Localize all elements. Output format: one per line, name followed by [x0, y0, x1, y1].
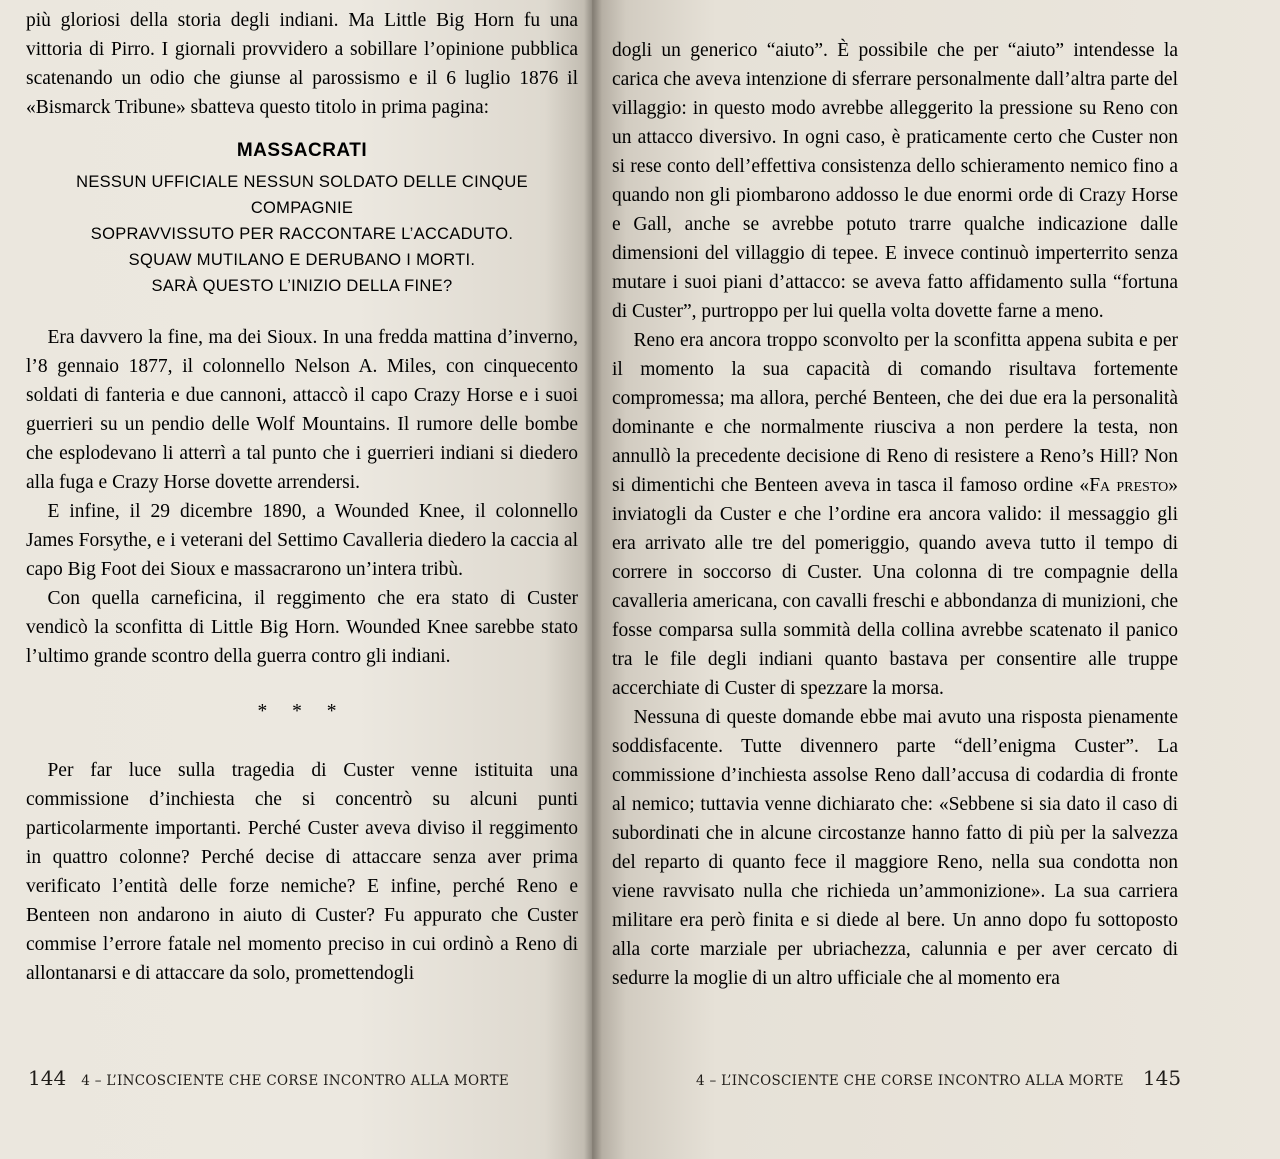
- left-paragraph-2: Era davvero la fine, ma dei Sioux. In una fredda mattina d’inverno, l’8 gennaio 1877, il colonnello Nelson A. Miles, con cinquecento soldati di fanteria e due cannoni, attaccò il capo Crazy Horse e i suoi guerrieri su un pendio delle Wolf Mountains. Il rumore delle bombe che esplodevano li atterrì a tal punto che i guerrieri indiani si diedero alla fuga e Crazy Horse dovette arrendersi.: [26, 327, 578, 493]
- order-fa-presto: Fa presto: [1089, 475, 1169, 496]
- headline-line-1: NESSUN UFFICIALE NESSUN SOLDATO DELLE CINQUE COMPAGNIE: [76, 173, 528, 217]
- page-number-left: 144: [28, 1066, 67, 1090]
- left-paragraph-3: E infine, il 29 dicembre 1890, a Wounded Knee, il colonnello James Forsythe, e i veterani del Settimo Cavalleria diedero la caccia al capo Big Foot dei Sioux e massacrarono un’intera tribù.: [26, 501, 578, 580]
- left-paragraph-5: Per far luce sulla tragedia di Custer venne istituita una commissione d’inchiesta che si concentrò su alcuni punti particolarmente importanti. Perché Custer aveva diviso il reggimento in quattro colonne? Perché decise di attaccare senza aver prima verificato l’entità delle forze nemiche? E infine, perché Reno e Benteen non andarono in aiuto di Custer? Fu appurato che Custer commise l’errore fatale nel momento preciso in cui ordinò a Reno di allontanarsi e di attaccare da solo, promettendogli: [26, 760, 578, 984]
- right-footer: [696, 1066, 1181, 1090]
- page-number-right: 145: [1142, 1066, 1182, 1090]
- section-separator: * * *: [257, 701, 347, 722]
- running-head-left: 4 – L’INCOSCIENTE CHE CORSE INCONTRO ALLA MORTE: [81, 1073, 510, 1089]
- headline-line-2: SOPRAVVISSUTO PER RACCONTARE L’ACCADUTO.: [90, 225, 514, 243]
- book-gutter: [584, 0, 602, 1159]
- running-head-right: 4 – L’INCOSCIENTE CHE CORSE INCONTRO ALLA MORTE: [696, 1073, 1124, 1089]
- right-paragraph-2-end: » inviatogli da Custer e che l’ordine era ancora valido: il messaggio gli era arrivato alle tre del pomeriggio, quando aveva tutto il tempo di correre in soccorso di Custer. Una colonna di tre compagnie della cavalleria americana, con cavalli freschi e abbondanza di munizioni, che fosse comparsa sulla sommità della collina avrebbe scatenato il panico tra le file degli indiani quanto bastava per consentire alle truppe accerchiate di Custer di spezzare la morsa.: [612, 475, 1179, 699]
- headline-line-4: SARÀ QUESTO L’INIZIO DELLA FINE?: [151, 277, 453, 295]
- left-text-column: [26, 6, 578, 988]
- headline-line-3: SQUAW MUTILANO E DERUBANO I MORTI.: [128, 251, 476, 269]
- right-paragraph-1: dogli un generico “aiuto”. È possibile che per “aiuto” intendesse la carica che aveva intenzione di sferrare personalmente dall’altra parte del villaggio: in questo modo avrebbe alleggerito la pressione su Reno con un attacco diversivo. In ogni caso, è praticamente certo che Custer non si rese conto dell’effettiva consistenza dello schieramento nemico fino a quando non gli piombarono addosso le due enormi orde di Crazy Horse e Gall, anche se avrebbe potuto trarre qualche indicazione dalle dimensioni del villaggio di tepee. E invece continuò imperterrito senza mutare i suoi piani d’attacco: se aveva fatto affidamento sulla “fortuna di Custer”, purtroppo per lui quella volta dovette farne a meno.: [612, 40, 1178, 322]
- left-paragraph-1: più gloriosi della storia degli indiani. Ma Little Big Horn fu una vittoria di Pirro. I giornali provvidero a sobillare l’opinione pubblica scatenando un odio che giunse al parossismo e il 6 luglio 1876 il «Bismarck Tribune» sbatteva questo titolo in prima pagina:: [26, 10, 578, 118]
- headline-title: MASSACRATI: [236, 140, 368, 161]
- left-paragraph-4: Con quella carneficina, il reggimento che era stato di Custer vendicò la sconfitta di Little Big Horn. Wounded Knee sarebbe stato l’ultimo grande scontro della guerra contro gli indiani.: [26, 588, 578, 667]
- right-paragraph-2-start: Reno era ancora troppo sconvolto per la sconfitta appena subita e per il momento la sua capacità di comando risultava fortemente compromessa; ma allora, perché Benteen, che dei due era la personalità dominante e che normalmente riusciva a non perdere la testa, non annullò la precedente decisione di Reno di resistere a Reno’s Hill? Non si dimentichi che Benteen aveva in tasca il famoso ordine «: [612, 330, 1178, 496]
- right-text-column: [612, 36, 1178, 993]
- right-paragraph-3: Nessuna di queste domande ebbe mai avuto una risposta pienamente soddisfacente. Tutte divennero parte “dell’enigma Custer”. La commissione d’inchiesta assolse Reno dall’accusa di codardia di fronte al nemico; tuttavia venne dichiarato che: «Sebbene si sia dato il caso di subordinati che in alcune circostanze hanno fatto di più per la salvezza del reparto di quanto fece il maggiore Reno, nella sua condotta non viene ravvisato nulla che richieda un’ammonizione». La sua carriera militare era però finita e si diede al bere. Un anno dopo fu sottoposto alla corte marziale per ubriachezza, calunnia e per aver cercato di sedurre la moglie di un altro ufficiale che al momento era: [612, 707, 1178, 989]
- right-paragraph-2: [612, 326, 1178, 703]
- left-footer: [28, 1066, 509, 1090]
- newspaper-headline: [26, 136, 578, 299]
